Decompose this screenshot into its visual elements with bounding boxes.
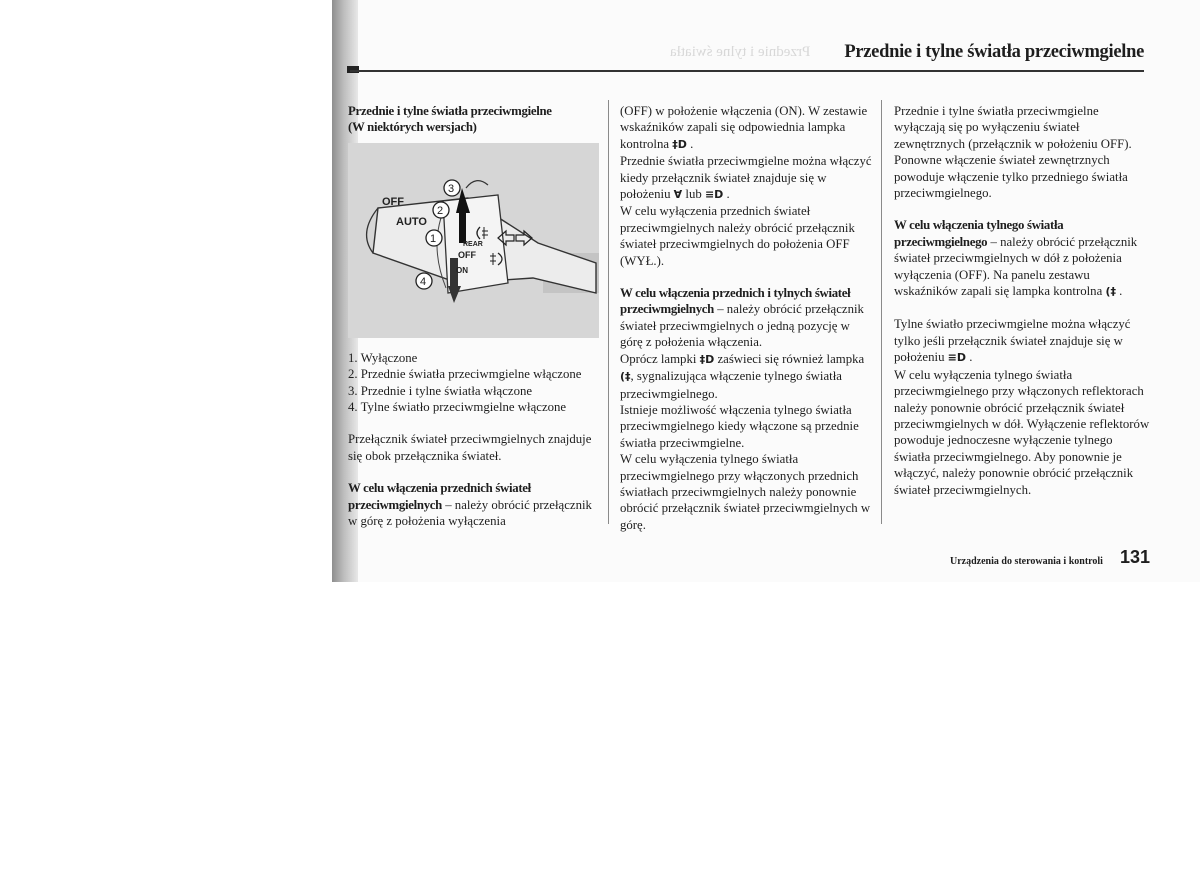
front-fog-indicator-icon: ‡D — [699, 352, 715, 366]
switch-diagram — [348, 143, 599, 338]
svg-text:3: 3 — [448, 183, 455, 195]
parking-lamp-icon: ∀ — [673, 188, 683, 202]
headlamp-icon: ≡D — [947, 351, 967, 365]
callout-2 — [433, 202, 449, 218]
page-title: Przednie i tylne światła przeciwmgielne — [844, 42, 1144, 62]
paragraph: Istnieje możliwość włączenia tylnego światła przeciwmgielnego kiedy włączone są przednie światła przeciwmgielne. — [620, 402, 859, 450]
paragraph — [620, 351, 874, 402]
callout-1 — [426, 230, 442, 246]
paragraph-text: – należy obrócić przełącznik w górę z położenia wyłączenia — [348, 497, 592, 529]
header-divider — [350, 70, 1144, 72]
page-number: 131 — [1120, 547, 1151, 567]
section-subheading: (W niektórych wersjach) — [348, 120, 477, 135]
spacer — [620, 269, 874, 285]
paragraph-text: Przednie światła przeciwmgielne można włączyć kiedy przełącznik świateł znajduje się w położeniu — [620, 154, 872, 202]
column-3 — [894, 103, 1150, 498]
paragraph-text: – należy obrócić przełącznik świateł przeciwmgielnych o jedną pozycję w górę z położenia włączenia. — [620, 302, 864, 350]
paragraph — [620, 285, 874, 351]
label-off: OFF — [458, 250, 476, 260]
bleed-through-text: Przednie i tylne światła — [670, 44, 811, 60]
rear-fog-indicator-icon: (‡ — [620, 370, 631, 384]
front-fog-indicator-icon: ‡D — [672, 137, 687, 151]
spacer — [348, 464, 600, 480]
paragraph-text: zaświeci się również lampka — [717, 351, 865, 366]
paragraph-text: Oprócz lampki — [620, 351, 697, 366]
label-auto: AUTO — [396, 216, 427, 228]
headlamp-icon: ≡D — [704, 188, 724, 202]
svg-text:4: 4 — [420, 276, 427, 288]
section-heading: Przednie i tylne światła przeciwmgielne — [348, 104, 552, 118]
rear-fog-indicator-icon: (‡ — [1105, 285, 1116, 299]
paragraph: W celu wyłączenia tylnego światła przeciwmgielnego przy włączonych przednich światłach przeciwmgielnych należy ponownie obrócić przełącznik świateł przeciwmgielnych w górę. — [620, 452, 871, 532]
paragraph: (OFF) w położenie włączenia (ON). W zestawie wskaźników zapali się odpowiednia lampka kontrolna ‡D . — [620, 104, 868, 151]
column-divider-2 — [881, 100, 882, 524]
column-2 — [620, 103, 874, 533]
paragraph: W celu włączenia tylnego światła przeciwmgielnego – należy obrócić przełącznik świateł przeciwmgielnych w dół z położenia wyłączenia (OFF). Na panelu zestawu wskaźników zapali się lampka kontrolna (‡ . — [894, 218, 1138, 299]
fog-light-switch-illustration — [348, 143, 599, 338]
svg-text:1: 1 — [430, 233, 437, 245]
paragraph: W celu wyłączenia tylnego światła przeciwmgielnego przy włączonych reflektorach należy ponownie obrócić przełącznik świateł przeciwmgielnych w dół. Wyłączenie reflektorów powoduje jednoczesne wyłączenie tylnego światła przeciwmgielnego. Aby ponownie je włączyć, należy ponownie obrócić przełącznik świateł przeciwmgielnych. — [894, 367, 1150, 497]
paragraph-text: lub — [685, 187, 702, 202]
paragraph-text: (OFF) w położenie włączenia (ON). W zestawie wskaźników zapali się odpowiednia lampka kontrolna — [620, 104, 868, 151]
list-item: 3. Przednie i tylne światła włączone — [348, 383, 533, 398]
paragraph — [348, 480, 600, 529]
paragraph-text: – należy obrócić przełącznik świateł przeciwmgielnych w dół z położenia wyłączenia (OFF). Na panelu zestawu wskaźników zapali się lampka kontrolna — [894, 234, 1138, 299]
paragraph-bold-lead: W celu włączenia przednich świateł przeciwmgielnych — [348, 481, 531, 512]
paragraph: Przednie światła przeciwmgielne można włączyć kiedy przełącznik świateł znajduje się w położeniu ∀ lub ≡D . — [620, 154, 872, 202]
footer-section-label: Urządzenia do sterowania i kontroli — [950, 556, 1103, 567]
spacer — [894, 300, 1150, 316]
paragraph: Tylne światło przeciwmgielne można włączyć tylko jeśli przełącznik świateł znajduje się w położeniu ≡D . — [894, 317, 1131, 365]
spacer — [894, 201, 1150, 217]
label-on: ON — [456, 266, 468, 275]
label-rear: REAR — [463, 241, 483, 248]
list-item: 4. Tylne światło przeciwmgielne włączone — [348, 400, 567, 415]
callout-3 — [444, 180, 460, 196]
paragraph: Przednie i tylne światła przeciwmgielne wyłączają się po wyłączeniu świateł zewnętrznych (przełącznik w położeniu OFF). Ponowne włączenie świateł zewnętrznych powoduje włączenie tylko przedniego światła przeciwmgielnego. — [894, 104, 1132, 201]
label-off-top: OFF — [382, 196, 404, 208]
paragraph-bold-lead: W celu włączenia tylnego światła przeciwmgielnego — [894, 218, 1064, 249]
paragraph: W celu wyłączenia przednich świateł przeciwmgielnych należy obrócić przełącznik świateł przeciwmgielnych do położenia OFF (WYŁ.). — [620, 204, 855, 268]
position-list — [348, 350, 600, 416]
column-divider-1 — [608, 100, 609, 524]
list-item: 2. Przednie światła przeciwmgielne włączone — [348, 367, 582, 382]
spacer — [348, 415, 600, 431]
callout-4 — [416, 273, 432, 289]
svg-text:2: 2 — [437, 205, 444, 217]
paragraph: Przełącznik świateł przeciwmgielnych znajduje się obok przełącznika świateł. — [348, 432, 592, 463]
paragraph-text: Tylne światło przeciwmgielne można włączyć tylko jeśli przełącznik świateł znajduje się w położeniu — [894, 317, 1131, 365]
list-item: 1. Wyłączone — [348, 350, 418, 365]
paragraph-text: , sygnalizująca włączenie tylnego światła przeciwmgielnego. — [620, 369, 842, 401]
paragraph-bold-lead: W celu włączenia przednich i tylnych świateł przeciwmgielnych — [620, 286, 851, 317]
